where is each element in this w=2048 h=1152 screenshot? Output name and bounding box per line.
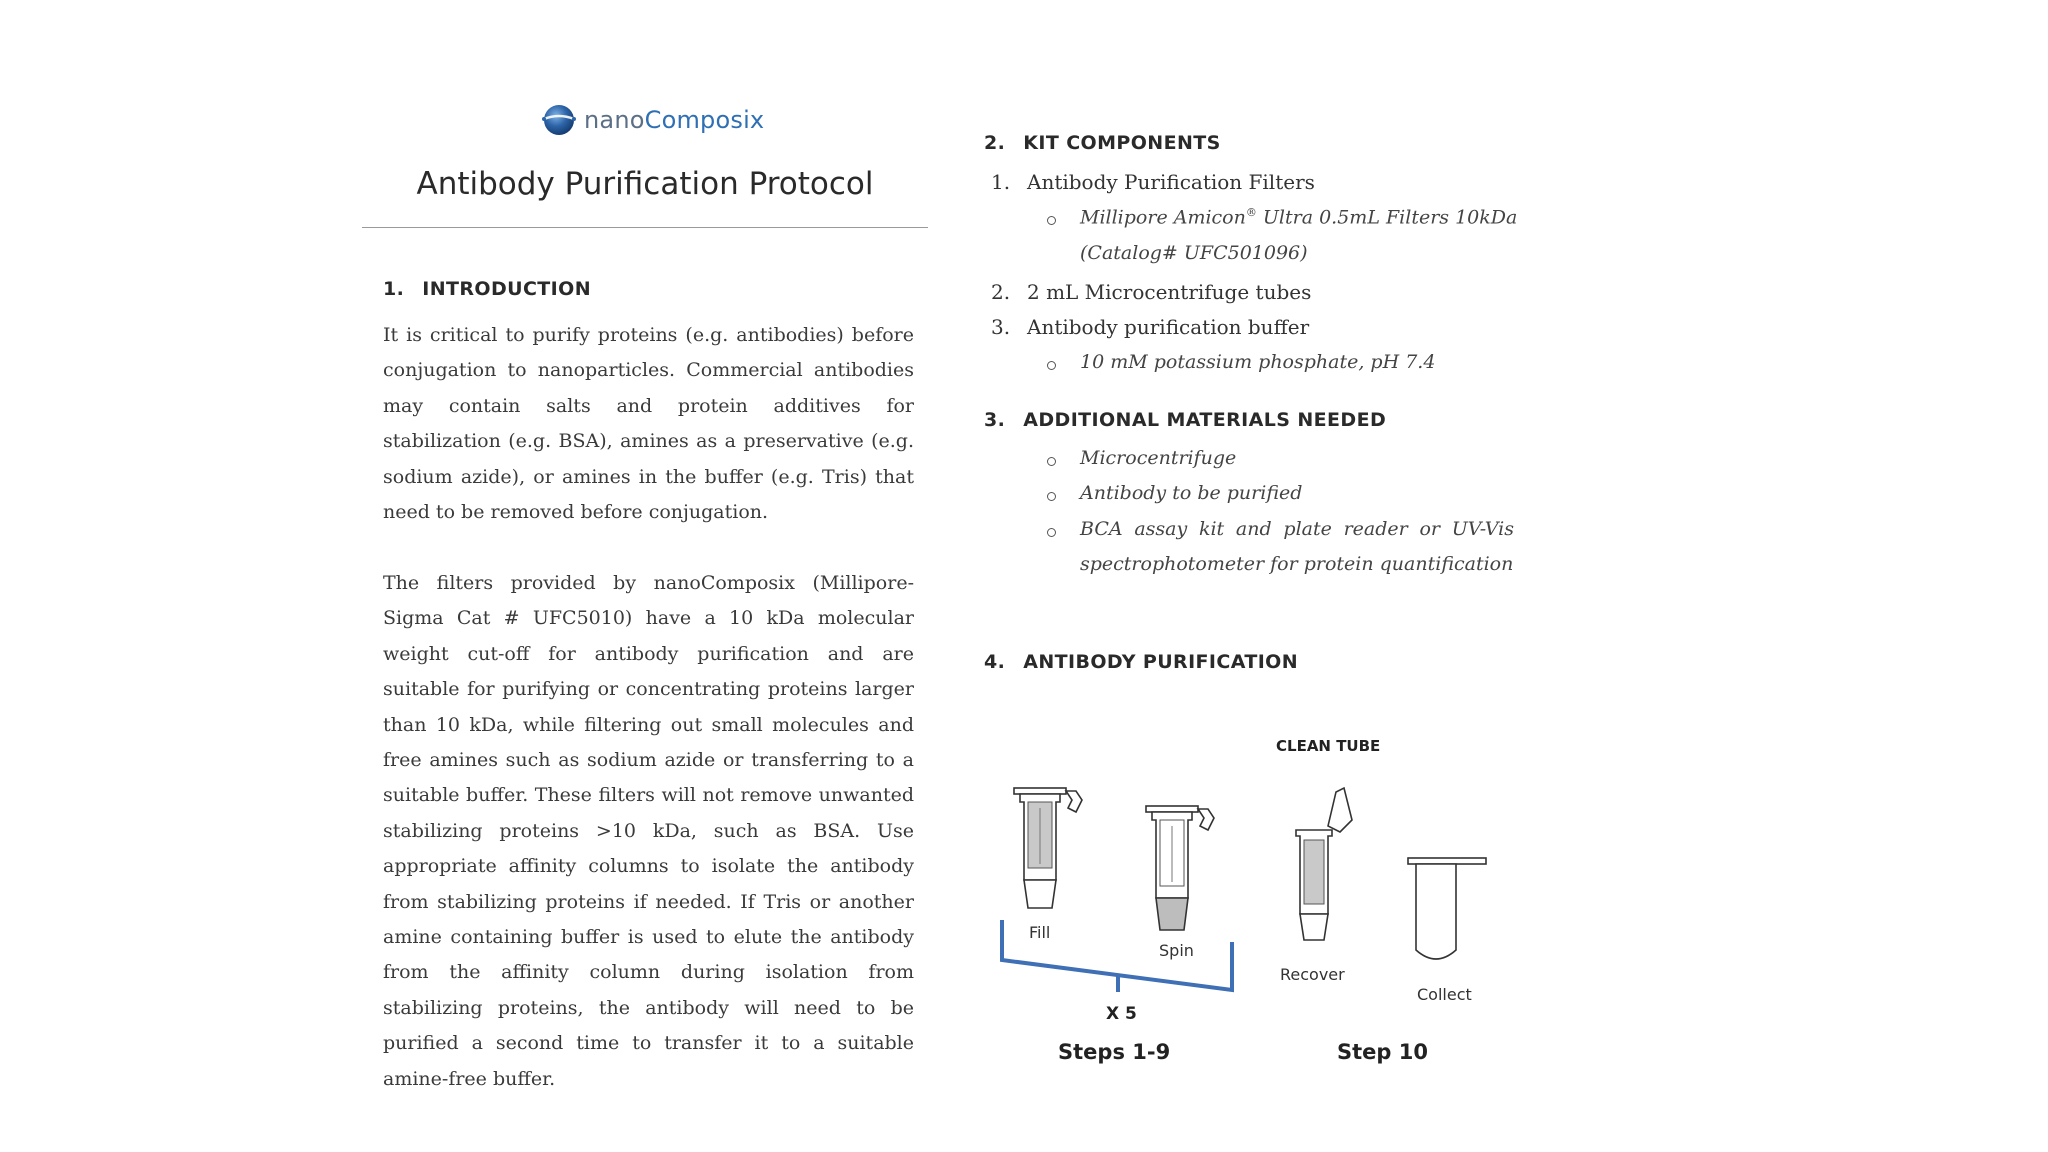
repeat-label: X 5: [1106, 1004, 1137, 1024]
kit-sub-item-filter: [1080, 206, 1517, 228]
page-title: Antibody Purification Protocol: [416, 166, 874, 202]
fill-label: Fill: [1029, 923, 1051, 942]
logo-suffix: Composix: [644, 106, 765, 134]
item-number: 2.: [991, 280, 1011, 304]
purification-diagram: [990, 730, 1530, 1070]
section-title: ANTIBODY PURIFICATION: [1023, 651, 1299, 673]
section-purification-heading: [984, 651, 1298, 673]
kit-sub-item-catalog: (Catalog# UFC501096): [1080, 242, 1308, 264]
section-materials-heading: [984, 409, 1386, 431]
item-label: Antibody Purification Filters: [1027, 170, 1315, 194]
fill-tube-icon: [1014, 788, 1082, 908]
kit-item-2: [991, 280, 1311, 304]
logo-prefix: nano: [584, 106, 645, 134]
collect-tube-icon: [1408, 858, 1486, 959]
filter-spec: Ultra 0.5mL Filters 10kDa: [1256, 206, 1518, 229]
kit-sub-item-buffer: 10 mM potassium phosphate, pH 7.4: [1080, 351, 1436, 373]
item-label: Antibody purification buffer: [1027, 315, 1310, 339]
recover-label: Recover: [1280, 965, 1345, 984]
logo-sphere-icon: [538, 100, 578, 140]
kit-item-3: [991, 315, 1309, 339]
recover-tube-icon: [1296, 788, 1352, 940]
section-number: 4.: [984, 651, 1006, 673]
collect-label: Collect: [1417, 985, 1472, 1004]
intro-paragraph-2: The filters provided by nanoComposix (Millipore-Sigma Cat # UFC5010) have a 10 kDa molecular weight cut-off for antibody purification and are suitable for purifying or concentrating proteins larger than 10 kDa, while filtering out small molecules and free amines such as sodium azide or transferring to a suitable buffer. These filters will not remove unwanted stabilizing proteins >10 kDa, such as BSA. Use appropriate affinity columns to isolate the antibody from stabilizing proteins if needed. If Tris or another amine containing buffer is used to elute the antibody from the affinity column during isolation from stabilizing proteins, the antibody will need to be purified a second time to transfer it to a suitable amine-free buffer.: [383, 572, 914, 1090]
item-label: 2 mL Microcentrifuge tubes: [1027, 280, 1312, 304]
section-title: ADDITIONAL MATERIALS NEEDED: [1023, 409, 1387, 431]
section-number: 1.: [383, 278, 405, 300]
step-10-label: Step 10: [1337, 1040, 1428, 1064]
material-item-2: Antibody to be purified: [1080, 482, 1303, 504]
steps-1-9-label: Steps 1-9: [1058, 1040, 1171, 1064]
section-number: 2.: [984, 132, 1006, 154]
bullet-icon: [1047, 457, 1056, 466]
section-kit-heading: [984, 132, 1221, 154]
spin-tube-icon: [1146, 806, 1214, 930]
material-item-1: Microcentrifuge: [1080, 447, 1237, 469]
clean-tube-label: CLEAN TUBE: [1276, 737, 1381, 755]
section-title: KIT COMPONENTS: [1023, 132, 1221, 154]
bullet-icon: [1047, 528, 1056, 537]
material-item-3: BCA assay kit and plate reader or UV-Vis: [1080, 518, 1514, 540]
item-number: 1.: [991, 170, 1011, 194]
registered-mark: ®: [1245, 206, 1257, 219]
section-introduction-heading: [383, 278, 591, 300]
title-divider: [362, 227, 928, 228]
section-title: INTRODUCTION: [422, 278, 591, 300]
kit-item-1: [991, 170, 1315, 194]
material-item-3-continued: spectrophotometer for protein quantification: [1080, 553, 1514, 575]
filter-brand: Millipore Amicon: [1080, 206, 1246, 229]
company-logo: [538, 100, 764, 140]
section-number: 3.: [984, 409, 1006, 431]
intro-paragraph-1: It is critical to purify proteins (e.g. antibodies) before conjugation to nanoparticles. Commercial antibodies may contain salts and protein additives for stabilization (e.g. BSA), amines as a preservative (e.g. sodium azide), or amines in the buffer (e.g. Tris) that need to be removed before conjugation.: [383, 324, 914, 524]
logo-wordmark: [584, 106, 764, 134]
bullet-icon: [1047, 216, 1056, 225]
spin-label: Spin: [1159, 941, 1194, 960]
item-number: 3.: [991, 315, 1011, 339]
bullet-icon: [1047, 361, 1056, 370]
bullet-icon: [1047, 492, 1056, 501]
